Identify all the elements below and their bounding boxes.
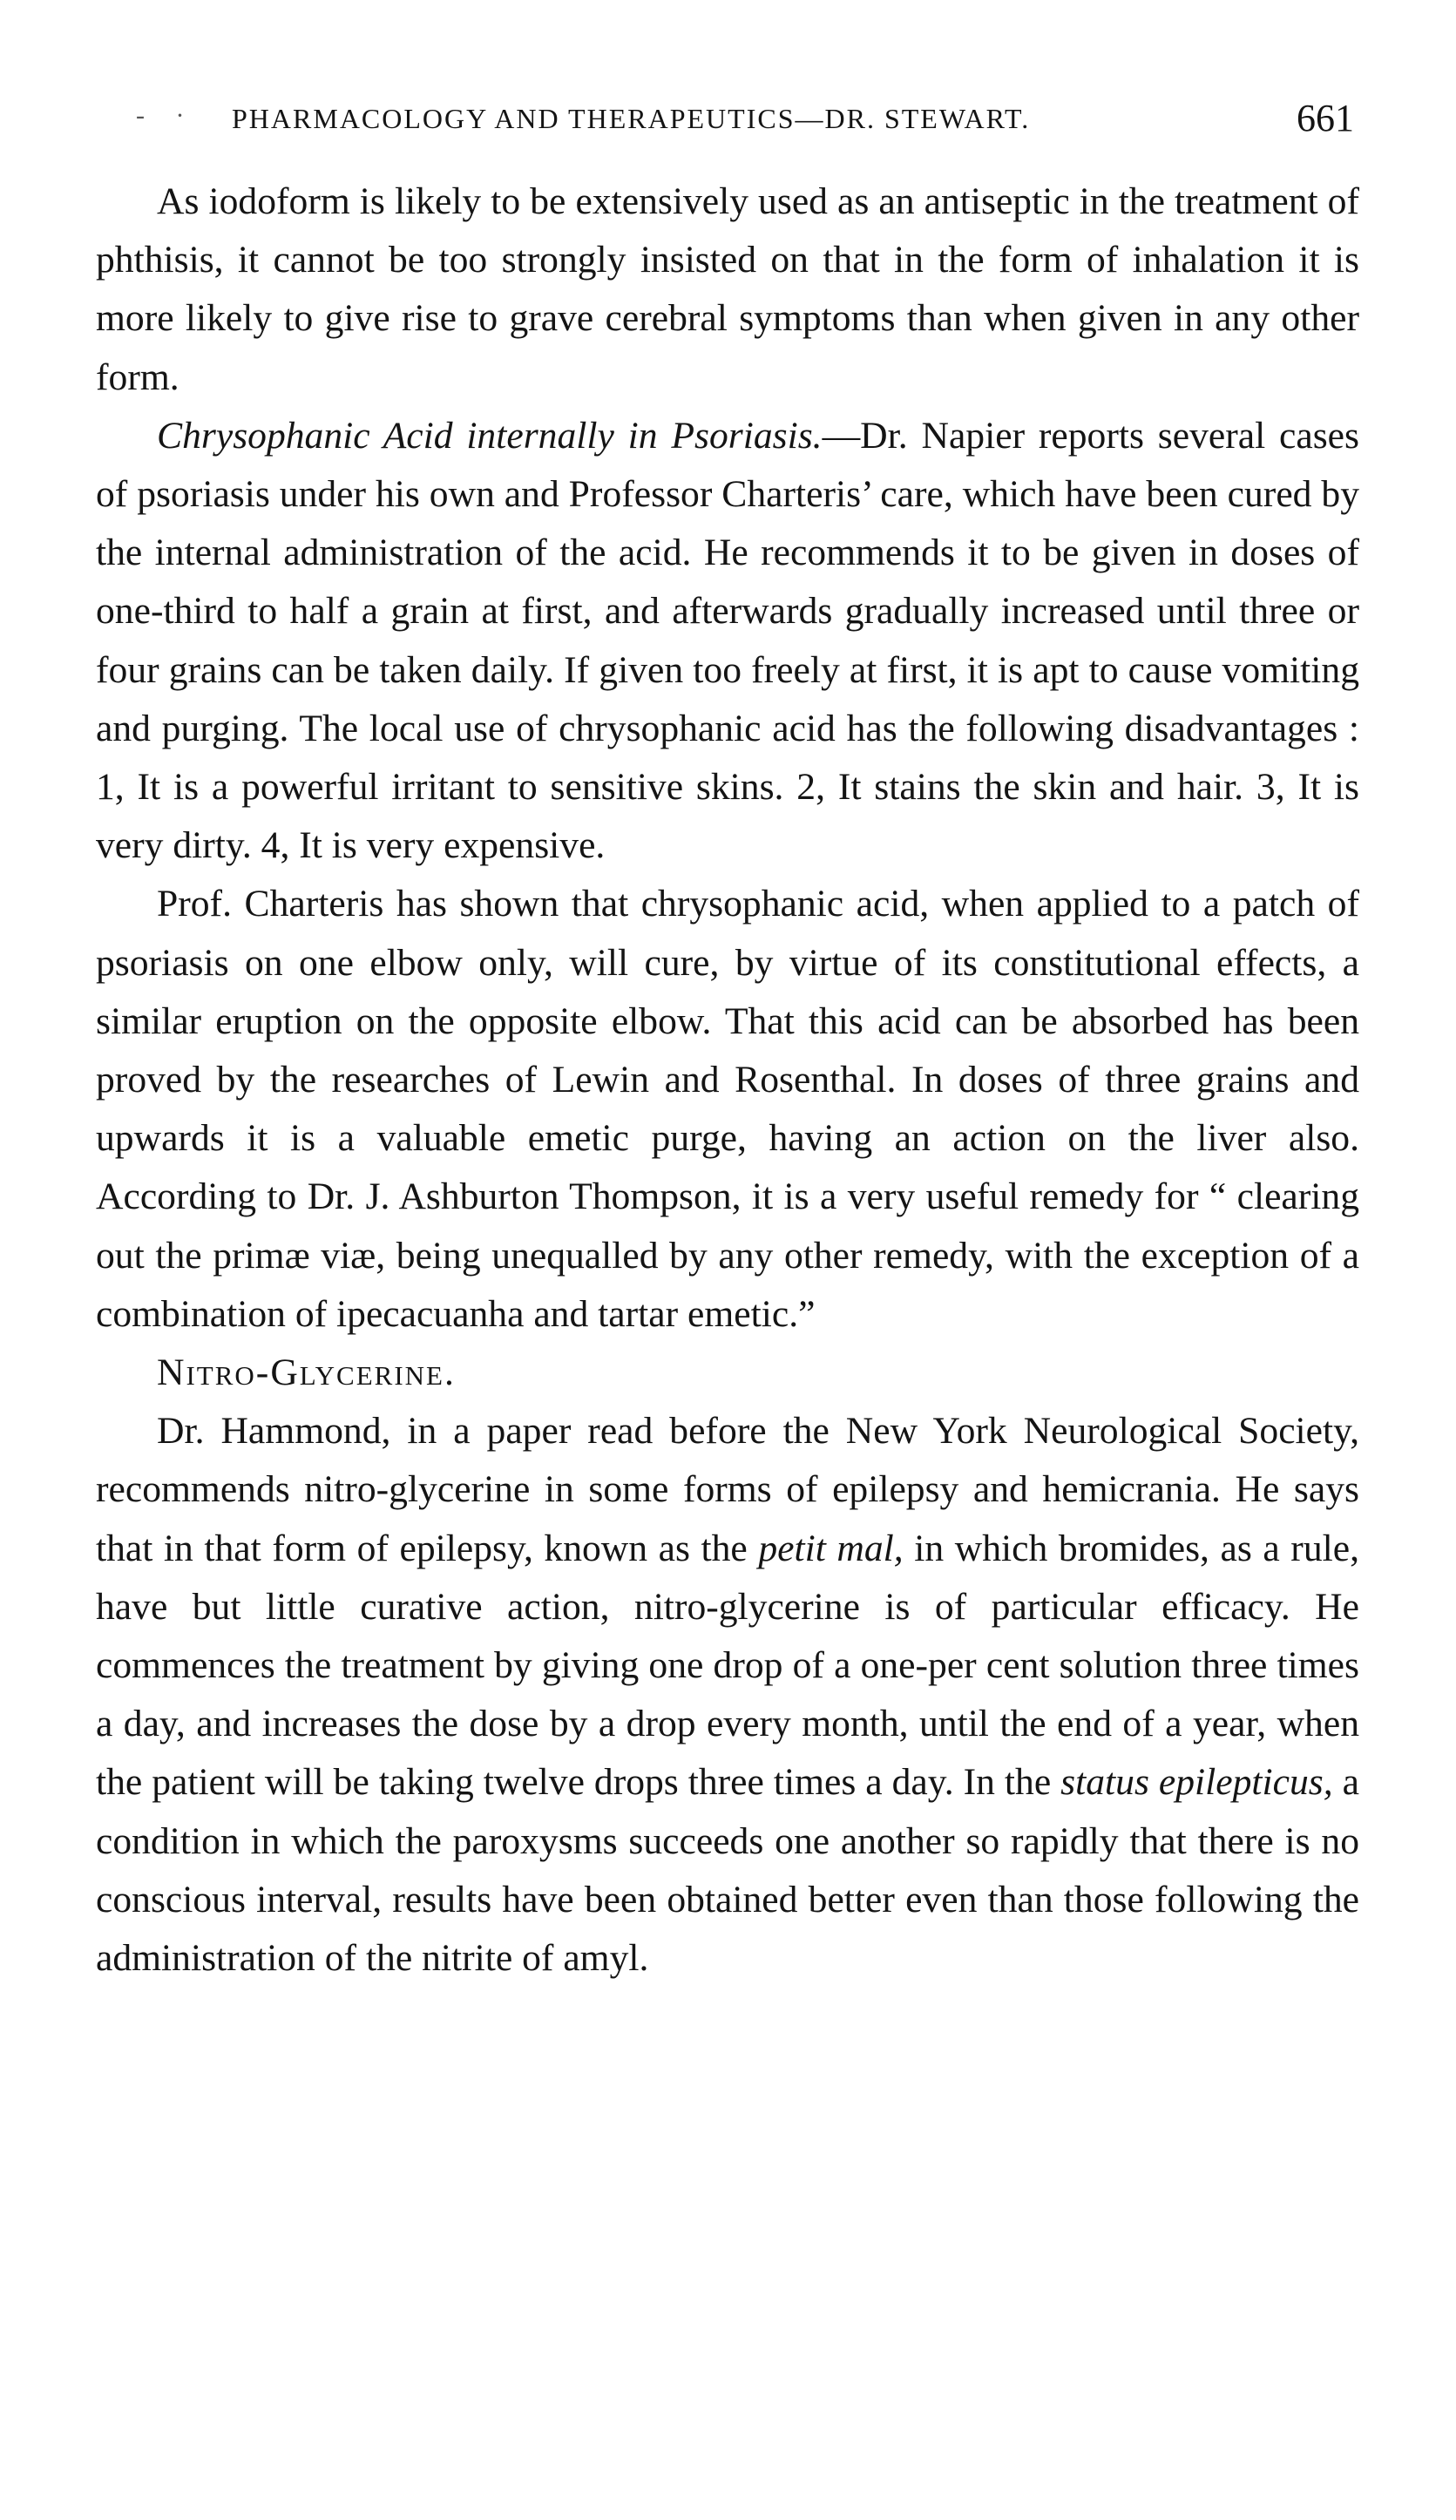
body-text xyxy=(96,173,1359,1988)
paragraph-chrysophanic-text: —Dr. Napier reports several cases of psoriasis under his own and Professor Charteris’ care, which have been cured by the internal administration of the acid. He recommends it to be given in doses of one-third to half a grain at first, and afterwards gradually increased until three or four grains can be taken daily. If given too freely at first, it is apt to cause vomiting and purging. The local use of chrysophanic acid has the following disadvantages : 1, It is a powerful irritant to sensitive skins. 2, It stains the skin and hair. 3, It is very dirty. 4, It is very expensive. xyxy=(96,414,1359,867)
page-header xyxy=(129,94,1359,146)
paragraph-hammond-text-a: Dr. Hammond, in a paper read before the New York Neurological Society, recommends nitro-glycerine in some forms of epilepsy and hemicrania. He says that in that form of epilepsy, known as the xyxy=(96,1410,1359,1569)
page-number: 661 xyxy=(1297,97,1354,139)
paragraph-hammond-italic-petit-mal: petit mal, xyxy=(758,1527,904,1569)
section-heading-nitro-glycerine: Nitro-Glycerine. xyxy=(157,1351,456,1394)
paragraph-charteris-text: Prof. Charteris has shown that chrysophanic acid, when applied to a patch of psoriasis on one elbow only, will cure, by virtue of its constitutional effects, a similar eruption on the opposite elbow. That this acid can be absorbed has been proved by the researches of Lewin and Rosenthal. In doses of three grains and upwards it is a valuable emetic purge, having an action on the liver also. According to Dr. J. Ashburton Thompson, it is a very useful remedy for “ clearing out the primæ viæ, being unequalled by any other remedy, with the exception of a combination of ipecacuanha and tartar emetic.” xyxy=(96,883,1359,1335)
paragraph-chrysophanic-title: Chrysophanic Acid internally in Psoriasis. xyxy=(157,414,823,457)
paragraph-iodoform xyxy=(96,173,1359,407)
paragraph-charteris xyxy=(96,875,1359,1344)
paragraph-hammond-text-c: a condition in which the paroxysms succeeds one another so rapidly that there is no conscious interval, results have been obtained better even than those following the administration of the nitrite of amyl. xyxy=(96,1761,1359,1980)
paragraph-iodoform-text: As iodoform is likely to be extensively used as an antiseptic in the treatment of phthisis, it cannot be too strongly insisted on that in the form of inhalation it is more likely to give rise to grave cerebral symptoms than when given in any other form. xyxy=(96,180,1359,398)
paragraph-chrysophanic-acid xyxy=(96,407,1359,876)
paragraph-hammond xyxy=(96,1402,1359,1988)
header-marks: - · xyxy=(136,101,197,130)
paragraph-hammond-text-b: in which bromides, as a rule, have but little curative action, nitro-glycerine is of particular efficacy. He commences the treatment by giving one drop of a one-per cent solution three times a day, and increases the dose by a drop every month, until the end of a year, when the patient will be taking twelve drops three times a day. In the xyxy=(96,1527,1359,1804)
paragraph-hammond-italic-status: status epilepticus, xyxy=(1060,1761,1333,1804)
running-title: PHARMACOLOGY AND THERAPEUTICS—DR. STEWART. xyxy=(232,103,1031,134)
